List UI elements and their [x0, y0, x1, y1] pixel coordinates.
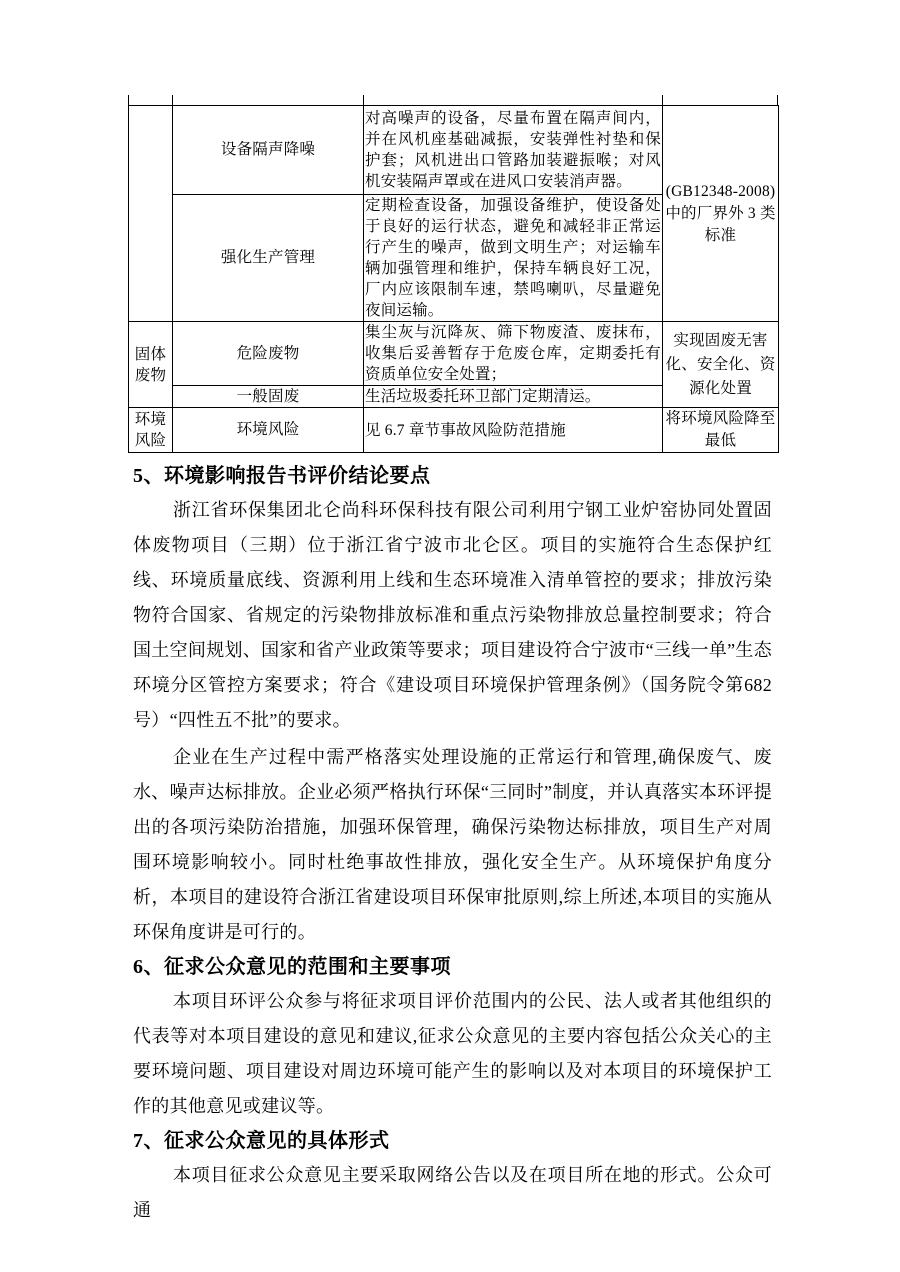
table-cell-item: 强化生产管理: [173, 195, 364, 322]
document-body: [128, 463, 772, 1228]
table-cell-item: 危险废物: [173, 322, 364, 386]
paragraph-conclusion-1: 浙江省环保集团北仑尚科环保科技有限公司利用宁钢工业炉窑协同处置固体废物项目（三期）位于浙江省宁波市北仑区。项目的实施符合生态保护红线、环境质量底线、资源利用上线和生态环境准入清单管控的要求；排放污染物符合国家、省规定的污染物排放标准和重点污染物排放总量控制要求；符合国土空间规划、国家和省产业政策等要求；项目建设符合宁波市“三线一单”生态环境分区管控方案要求；符合《建设项目环境保护管理条例》（国务院令第682号）“四性五不批”的要求。: [133, 500, 772, 730]
table-cell-measure: 见 6.7 章节事故风险防范措施: [364, 408, 663, 453]
table-row: [129, 322, 779, 386]
table-cell-category-solid-waste: 固体废物: [129, 322, 173, 408]
table-continuation-stub: [128, 95, 778, 105]
pollution-measures-table: [128, 105, 779, 453]
table-cell-item: 环境风险: [173, 408, 364, 453]
table-cell-item: 一般固废: [173, 386, 364, 408]
paragraph-conclusion-2: 企业在生产过程中需严格落实处理设施的正常运行和管理,确保废气、废水、噪声达标排放。企业必须严格执行环保“三同时”制度，并认真落实本环评提出的各项污染防治措施，加强环保管理，确保污染物达标排放，项目生产对周围环境影响较小。同时杜绝事故性排放，强化安全生产。从环境保护角度分析，本项目的建设符合浙江省建设项目环保审批原则,综上所述,本项目的实施从环保角度讲是可行的。: [133, 747, 772, 942]
section-heading-6: 6、征求公众意见的范围和主要事项: [133, 956, 451, 978]
table-cell-item: 设备隔声降噪: [173, 106, 364, 195]
table-cell-goal: 将环境风险降至最低: [663, 408, 779, 453]
table-row: [129, 106, 779, 195]
table-border-fragment: [172, 95, 173, 105]
table-cell-category-env-risk: 环境风险: [129, 408, 173, 453]
section-heading-5: 5、环境影响报告书评价结论要点: [133, 465, 431, 487]
table-border-fragment: [662, 95, 663, 105]
table-border-fragment: [128, 95, 129, 105]
table-row: [129, 408, 779, 453]
table-cell-goal: (GB12348-2008)中的厂界外 3 类标准: [663, 106, 779, 322]
table-cell-measure: 生活垃圾委托环卫部门定期清运。: [364, 386, 663, 408]
table-cell-category-noise: [129, 106, 173, 322]
table-cell-goal: 实现固废无害化、安全化、资源化处置: [663, 322, 779, 408]
table-border-fragment: [777, 95, 778, 105]
table-border-fragment: [363, 95, 364, 105]
paragraph-public-form: 本项目征求公众意见主要采取网络公告以及在项目所在地的形式。公众可通: [133, 1165, 772, 1220]
table-cell-measure: 集尘灰与沉降灰、筛下物废渣、废抹布，收集后妥善暂存于危废仓库，定期委托有资质单位安全处置；: [364, 322, 663, 386]
paragraph-public-scope: 本项目环评公众参与将征求项目评价范围内的公民、法人或者其他组织的代表等对本项目建设的意见和建议,征求公众意见的主要内容包括公众关心的主要环境问题、项目建设对周边环境可能产生的影响以及对本项目的环境保护工作的其他意见或建议等。: [133, 991, 772, 1116]
table-cell-measure: 对高噪声的设备，尽量布置在隔声间内，并在风机座基础减振，安装弹性衬垫和保护套；风机进出口管路加装避振喉；对风机安装隔声罩或在进风口安装消声器。: [364, 106, 663, 195]
section-heading-7: 7、征求公众意见的具体形式: [133, 1130, 390, 1152]
table-cell-measure: 定期检查设备，加强设备维护，使设备处于良好的运行状态，避免和减轻非正常运行产生的噪声，做到文明生产；对运输车辆加强管理和维护，保持车辆良好工况，厂内应该限制车速，禁鸣喇叭，尽量避免夜间运输。: [364, 195, 663, 322]
